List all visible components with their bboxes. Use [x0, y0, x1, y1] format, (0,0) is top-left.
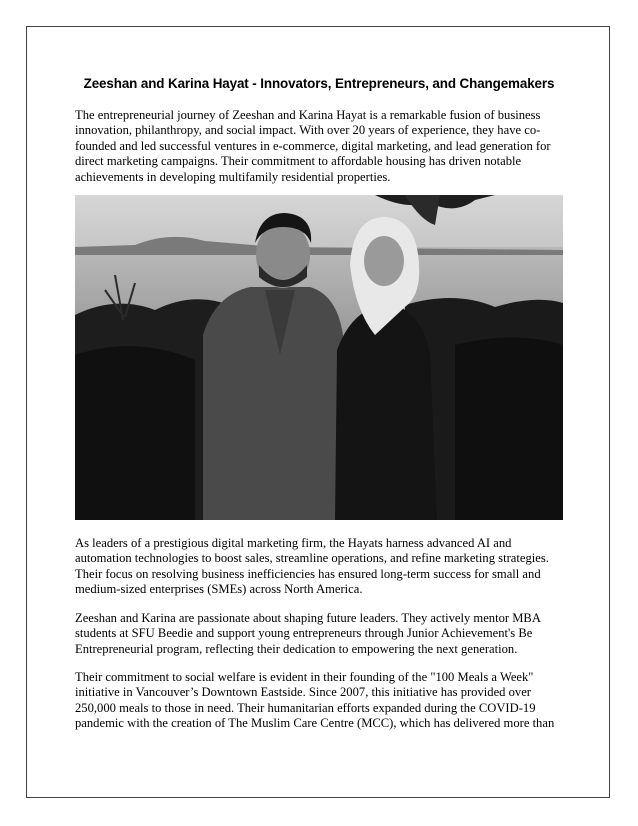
social-welfare-paragraph: Their commitment to social welfare is evident in their founding of the "100 Meals a Week" initiative in Vancouver’s Downtown Eastside. Since 2007, this initiative has provided over 250,000 meals to those in need. Their humanitarian efforts expanded during the COVID-19 pandemic with the creation of The Muslim Care Centre (MCC), which has delivered more than — [75, 670, 555, 731]
mentorship-paragraph: Zeeshan and Karina are passionate about shaping future leaders. They actively mentor MBA students at SFU Beedie and support young entrepreneurs through Junior Achievement's Be Entrepreneurial program, reflecting their dedication to empowering the next generation. — [75, 611, 541, 656]
intro-paragraph: The entrepreneurial journey of Zeeshan and Karina Hayat is a remarkable fusion of business innovation, philanthropy, and social impact. With over 20 years of experience, they have co-founded and led successful ventures in e-commerce, digital marketing, and lead generation for direct marketing campaigns. Their commitment to affordable housing has driven notable achievements in developing multifamily residential properties. — [75, 108, 551, 184]
leadership-paragraph: As leaders of a prestigious digital marketing firm, the Hayats harness advanced AI and automation technologies to boost sales, streamline operations, and refine marketing strategies. Their focus on resolving business inefficiencies has ensured long-term success for small and medium-sized enterprises (SMEs) across North America. — [75, 536, 549, 597]
document-title: Zeeshan and Karina Hayat - Innovators, Entrepreneurs, and Changemakers — [83, 76, 555, 91]
portrait-photo — [75, 195, 563, 520]
